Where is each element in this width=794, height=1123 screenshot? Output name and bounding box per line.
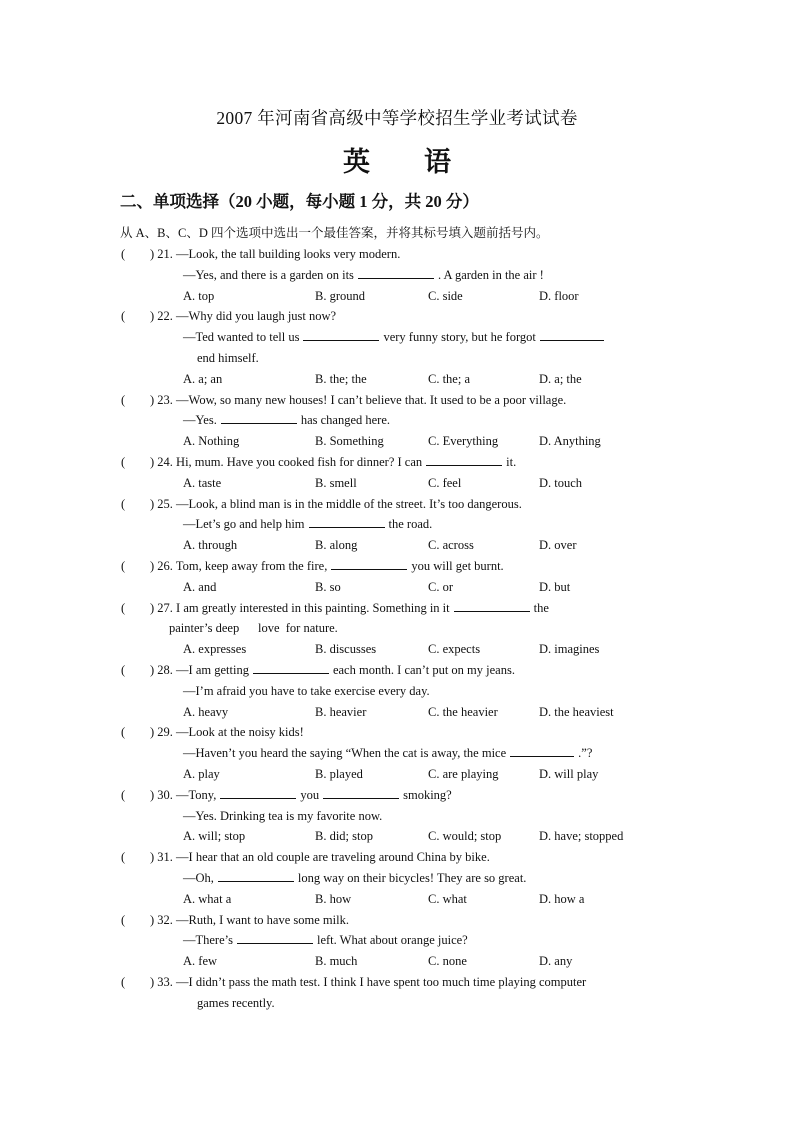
question-32	[0, 910, 794, 972]
question-25	[0, 494, 794, 556]
question-text: it.	[506, 454, 517, 469]
options-row	[0, 639, 794, 660]
option-d: D. will play	[539, 766, 599, 781]
question-text: .”?	[578, 746, 593, 761]
option-d: D. but	[539, 579, 571, 594]
question-text: painter’s deep love for nature.	[169, 621, 338, 636]
option-b: B. the; the	[315, 371, 367, 386]
options-row	[0, 535, 794, 556]
subject-char-2: 语	[424, 147, 451, 177]
options-row	[0, 369, 794, 390]
answer-bracket: (	[121, 496, 126, 511]
question-text: you will get burnt.	[411, 558, 504, 573]
option-b: B. discusses	[315, 642, 377, 657]
question-text: left. What about orange juice?	[316, 933, 468, 948]
option-c: C. the; a	[428, 371, 471, 386]
question-33	[0, 972, 794, 1014]
option-d: D. a; the	[539, 371, 582, 386]
question-number: ) 30.	[150, 787, 173, 802]
question-text: Hi, mum. Have you cooked fish for dinner? I can	[176, 454, 423, 469]
question-text: has changed here.	[300, 413, 391, 428]
exam-title: 2007 年河南省高级中等学校招生学业考试试卷	[216, 108, 578, 128]
option-c: C. what	[428, 891, 467, 906]
option-b: B. along	[315, 538, 358, 553]
answer-blank	[237, 931, 313, 944]
question-text: the road.	[388, 517, 433, 532]
question-list	[0, 244, 794, 1013]
answer-bracket: (	[121, 850, 126, 865]
question-29	[0, 722, 794, 784]
answer-blank	[253, 661, 329, 674]
option-c: C. the heavier	[428, 704, 498, 719]
options-row	[0, 889, 794, 910]
question-text: —Look at the noisy kids!	[176, 725, 304, 740]
question-24	[0, 452, 794, 494]
option-a: A. what a	[183, 891, 232, 906]
question-number: ) 27.	[150, 600, 173, 615]
option-c: C. expects	[428, 642, 481, 657]
question-text: —I am getting	[176, 662, 249, 677]
answer-blank	[426, 453, 502, 466]
question-22	[0, 306, 794, 389]
answer-bracket: (	[121, 247, 126, 261]
option-a: A. play	[183, 766, 220, 781]
answer-blank	[540, 328, 604, 341]
question-text: —There’s	[183, 933, 233, 948]
question-27	[0, 598, 794, 660]
answer-bracket: (	[121, 558, 126, 573]
answer-blank	[331, 557, 407, 570]
question-text: —Let’s go and help him	[183, 517, 305, 532]
answer-bracket: (	[121, 392, 126, 407]
option-d: D. how a	[539, 891, 585, 906]
options-row	[0, 764, 794, 785]
answer-bracket: (	[121, 725, 126, 740]
question-31	[0, 847, 794, 909]
option-a: A. expresses	[183, 642, 247, 657]
options-row	[0, 702, 794, 723]
option-b: B. heavier	[315, 704, 367, 719]
answer-blank	[323, 786, 399, 799]
question-text: I am greatly interested in this painting. Something in it	[176, 600, 450, 615]
answer-bracket: (	[121, 454, 126, 469]
option-b: B. how	[315, 891, 352, 906]
option-c: C. would; stop	[428, 829, 502, 844]
question-text: the	[533, 600, 549, 615]
option-c: C. across	[428, 538, 474, 553]
option-b: B. did; stop	[315, 829, 373, 844]
question-text: —Oh,	[183, 870, 214, 885]
answer-bracket: (	[121, 787, 126, 802]
option-d: D. imagines	[539, 642, 600, 657]
option-c: C. or	[428, 579, 453, 594]
question-text: long way on their bicycles! They are so great.	[297, 870, 527, 885]
option-d: D. over	[539, 538, 577, 553]
question-text: —Ruth, I want to have some milk.	[176, 912, 349, 927]
option-a: A. Nothing	[183, 434, 240, 449]
option-c: C. side	[428, 288, 463, 303]
option-a: A. heavy	[183, 704, 229, 719]
subject-char-1: 英	[343, 147, 370, 177]
option-c: C. Everything	[428, 434, 499, 449]
subject-heading	[0, 140, 794, 179]
question-text: —Tony,	[176, 787, 217, 802]
question-text: —I didn’t pass the math test. I think I have spent too much time playing computer	[176, 974, 587, 989]
option-b: B. much	[315, 954, 358, 969]
question-number: ) 32.	[150, 912, 173, 927]
question-text: —I hear that an old couple are traveling around China by bike.	[176, 850, 490, 865]
answer-blank	[220, 786, 296, 799]
option-a: A. will; stop	[183, 829, 246, 844]
option-c: C. none	[428, 954, 467, 969]
answer-blank	[218, 869, 294, 882]
question-30	[0, 785, 794, 847]
options-row	[0, 951, 794, 972]
section-instruction: 从 A、B、C、D 四个选项中选出一个最佳答案，并将其标号填入题前括号内。	[120, 226, 549, 240]
question-number: ) 33.	[150, 974, 173, 989]
options-row	[0, 826, 794, 847]
question-26	[0, 556, 794, 598]
option-d: D. floor	[539, 288, 579, 303]
question-text: —Yes.	[183, 413, 217, 428]
question-number: ) 22.	[150, 309, 173, 324]
option-c: C. feel	[428, 475, 462, 490]
answer-blank	[303, 328, 379, 341]
question-text: Tom, keep away from the fire,	[175, 558, 328, 573]
question-number: ) 31.	[150, 850, 173, 865]
option-a: A. a; an	[183, 371, 223, 386]
answer-blank	[454, 599, 530, 612]
question-text: you	[300, 787, 320, 802]
option-b: B. so	[315, 579, 341, 594]
option-b: B. smell	[315, 475, 357, 490]
answer-blank	[358, 266, 434, 279]
question-28	[0, 660, 794, 722]
options-row	[0, 577, 794, 598]
question-text: —Yes. Drinking tea is my favorite now.	[183, 808, 383, 823]
question-number: ) 26.	[150, 558, 173, 573]
option-d: D. the heaviest	[539, 704, 614, 719]
answer-bracket: (	[121, 309, 126, 324]
answer-bracket: (	[121, 662, 126, 677]
question-text: very funny story, but he forgot	[383, 330, 536, 345]
answer-bracket: (	[121, 600, 126, 615]
option-d: D. any	[539, 954, 573, 969]
question-text: . A garden in the air !	[437, 267, 544, 282]
option-b: B. Something	[315, 434, 384, 449]
question-number: ) 21.	[150, 247, 173, 261]
option-a: A. taste	[183, 475, 222, 490]
section-heading: 二、单项选择（20 小题，每小题 1 分，共 20 分）	[120, 192, 479, 211]
answer-bracket: (	[121, 974, 126, 989]
question-text: —Look, a blind man is in the middle of the street. It’s too dangerous.	[176, 496, 522, 511]
question-number: ) 25.	[150, 496, 173, 511]
answer-blank	[221, 411, 297, 424]
question-text: —Haven’t you heard the saying “When the cat is away, the mice	[183, 746, 507, 761]
question-number: ) 23.	[150, 392, 173, 407]
question-text: end himself.	[197, 350, 259, 365]
option-a: A. through	[183, 538, 238, 553]
options-row	[0, 431, 794, 452]
question-number: ) 29.	[150, 725, 173, 740]
question-21	[0, 244, 794, 306]
answer-blank	[309, 515, 385, 528]
answer-bracket: (	[121, 912, 126, 927]
question-text: games recently.	[197, 995, 275, 1010]
question-text: —I’m afraid you have to take exercise every day.	[183, 683, 430, 698]
option-a: A. few	[183, 954, 218, 969]
question-text: smoking?	[403, 787, 452, 802]
option-d: D. touch	[539, 475, 583, 490]
option-a: A. top	[183, 288, 215, 303]
question-text: —Look, the tall building looks very modern.	[176, 247, 401, 261]
option-b: B. played	[315, 766, 363, 781]
question-text: —Wow, so many new houses! I can’t believe that. It used to be a poor village.	[176, 392, 567, 407]
option-d: D. Anything	[539, 434, 601, 449]
answer-blank	[510, 744, 574, 757]
question-text: each month. I can’t put on my jeans.	[332, 662, 515, 677]
question-text: —Why did you laugh just now?	[176, 309, 337, 324]
question-text: —Ted wanted to tell us	[183, 330, 300, 345]
option-d: D. have; stopped	[539, 829, 624, 844]
options-row	[0, 473, 794, 494]
question-number: ) 28.	[150, 662, 173, 677]
option-b: B. ground	[315, 288, 365, 303]
options-row	[0, 286, 794, 307]
option-a: A. and	[183, 579, 217, 594]
option-c: C. are playing	[428, 766, 499, 781]
question-number: ) 24.	[150, 454, 173, 469]
question-text: —Yes, and there is a garden on its	[183, 267, 354, 282]
question-23	[0, 390, 794, 452]
